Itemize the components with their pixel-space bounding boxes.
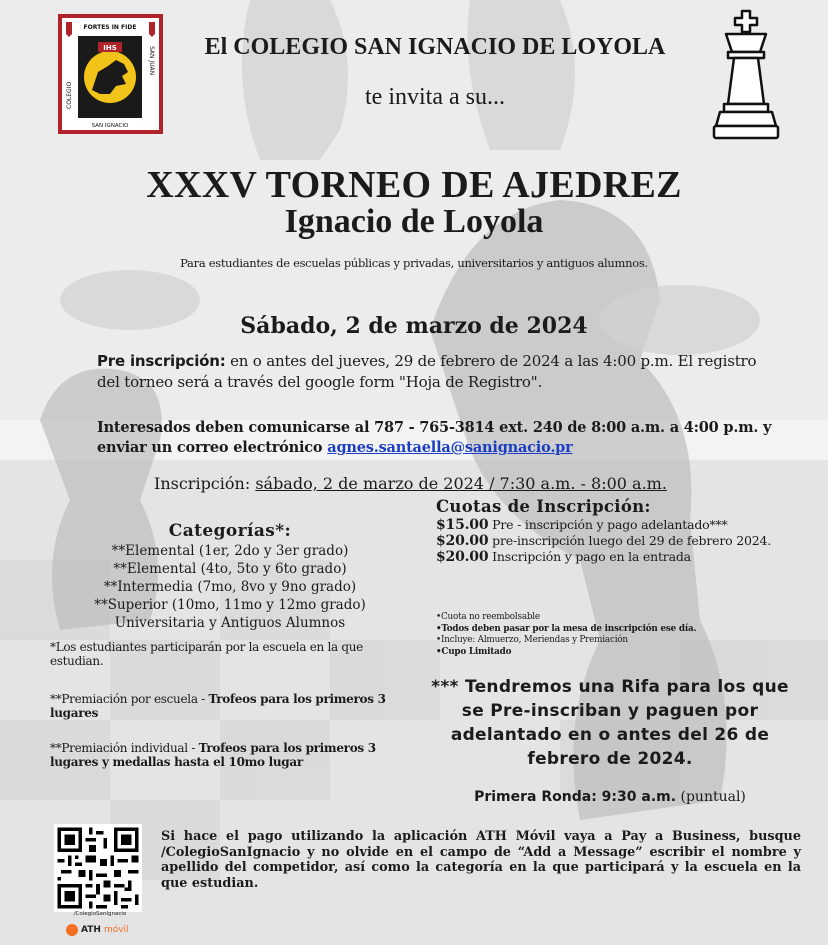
school-logo (58, 14, 163, 134)
contact-info (97, 418, 777, 458)
school-note: *Los estudiantes participarán por la escuela en la que estudian. (50, 640, 363, 668)
fee-item (436, 549, 796, 565)
preregistration-label: Pre inscripción: (97, 352, 226, 370)
first-round (420, 789, 800, 805)
individual-award-prefix: **Premiación individual - (50, 741, 199, 755)
category-item: **Elemental (4to, 5to y 6to grado) (113, 561, 347, 577)
ath-icon (66, 924, 78, 936)
preregistration-text: en o antes del jueves, 29 de febrero de 2024 a las 4:00 p.m. El registro del torneo será a través del google form "Hoja de Registro". (97, 352, 757, 391)
first-round-note: (puntual) (676, 789, 746, 805)
fee-conditions (436, 612, 796, 658)
fee-condition: •Incluye: Almuerzo, Meriendas y Premiación (436, 635, 628, 645)
fee-text: Pre - inscripción y pago adelantado*** (488, 517, 728, 532)
payment-instructions: Si hace el pago utilizando la aplicación ATH Móvil vaya a Pay a Business, busque /ColegioSanIgnacio y no olvide en el campo de “Add a Message” escribir el nombre y apellido del competidor, así como la categoría en la que participará y la escuela en la que estudian. (161, 829, 801, 891)
fee-text: pre-inscripción luego del 29 de febrero 2024. (488, 533, 771, 548)
fee-amount: $20.00 (436, 549, 489, 565)
invite-text: te invita a su... (365, 84, 505, 110)
inscription-line (0, 474, 828, 493)
fees-title: Cuotas de Inscripción: (436, 497, 651, 516)
audience-text: Para estudiantes de escuelas públicas y privadas, universitarios y antiguos alumnos. (180, 256, 648, 270)
fee-amount: $15.00 (436, 517, 489, 533)
ath-movil-logo (66, 924, 129, 936)
logo-bottom-text: SAN IGNACIO (91, 123, 129, 129)
logo-monogram: IHS (103, 44, 117, 52)
fee-condition: •Cupo Limitado (436, 646, 512, 657)
school-award-bold: Trofeos para los primeros 3 lugares (50, 692, 386, 720)
fee-condition: •Todos deben pasar por la mesa de inscripción ese día. (436, 623, 697, 634)
school-award-note (50, 692, 400, 720)
category-item: **Superior (10mo, 11mo y 12mo grado) (94, 597, 366, 613)
fee-item (436, 517, 796, 533)
categories-list (50, 542, 410, 632)
event-date: Sábado, 2 de marzo de 2024 (240, 313, 588, 339)
first-round-label: Primera Ronda: 9:30 a.m. (474, 789, 677, 805)
fee-amount: $20.00 (436, 533, 489, 549)
qr-caption: /ColegioSanIgnacio (73, 911, 127, 917)
logo-right-text: SAN JUAN (148, 46, 155, 76)
school-name: El COLEGIO SAN IGNACIO DE LOYOLA (204, 34, 666, 60)
individual-award-note (50, 741, 400, 769)
logo-left-text: COLEGIO (66, 81, 73, 109)
categories-title: Categorías*: (168, 521, 292, 541)
fee-item (436, 533, 796, 549)
tournament-subtitle: Ignacio de Loyola (284, 203, 544, 240)
preregistration (97, 351, 777, 393)
inscription-value: sábado, 2 de marzo de 2024 / 7:30 a.m. - 8:00 a.m. (255, 474, 667, 493)
fees-list (436, 517, 796, 565)
ath-movil-word: móvil (103, 925, 129, 935)
fee-text: Inscripción y pago en la entrada (488, 549, 691, 564)
logo-motto: FORTES IN FIDE (83, 24, 137, 31)
individual-award-bold: Trofeos para los primeros 3 lugares y medallas hasta el 10mo lugar (50, 741, 376, 769)
qr-code[interactable] (54, 824, 142, 912)
raffle-announcement: *** Tendremos una Rifa para los que se Pre-inscriban y paguen por adelantado en o antes del 26 de febrero de 2024. (431, 677, 789, 769)
category-item: **Intermedia (7mo, 8vo y 9no grado) (103, 579, 357, 595)
category-item: **Elemental (1er, 2do y 3er grado) (111, 543, 349, 559)
contact-text: Interesados deben comunicarse al 787 - 765-3814 ext. 240 de 8:00 a.m. a 4:00 p.m. y enviar un correo electrónico (97, 419, 772, 456)
chess-king-icon (712, 8, 780, 144)
contact-email-link[interactable]: agnes.santaella@sanignacio.pr (327, 439, 573, 456)
ath-brand: ATH (81, 925, 101, 935)
tournament-title: XXXV TORNEO DE AJEDREZ (146, 164, 682, 206)
inscription-label: Inscripción: (154, 474, 251, 493)
school-award-prefix: **Premiación por escuela - (50, 692, 209, 706)
category-item: Universitaria y Antiguos Alumnos (114, 615, 346, 631)
fee-condition: •Cuota no reembolsable (436, 612, 540, 622)
